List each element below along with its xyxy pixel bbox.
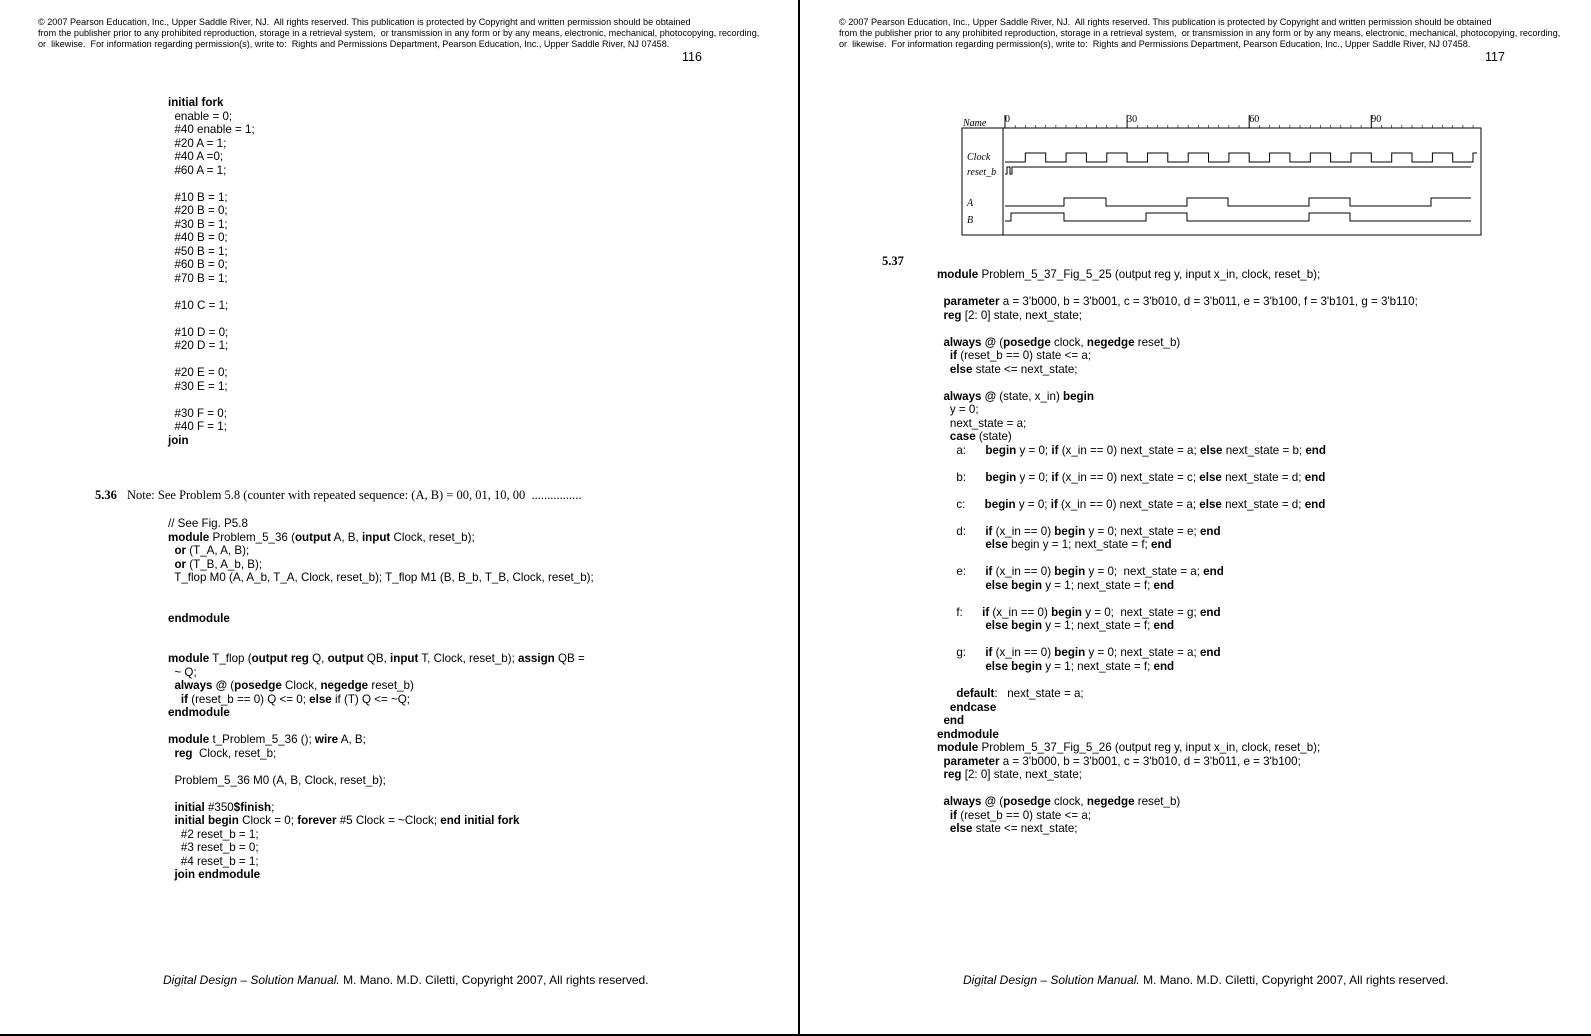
- timing-name-header: Name: [963, 118, 987, 129]
- page-number: 117: [1485, 50, 1505, 64]
- time-tick-label: 60: [1249, 114, 1260, 125]
- timing-time-axis: [1005, 114, 1381, 128]
- code-initial-fork: initial fork enable = 0; #40 enable = 1; #20 A = 1; #40 A =0; #60 A = 1; #10 B = 1; #20 B = 0; #30 B = 1; #40 B = 0; #50 B = 1; #60 B = 0; #70 B = 1; #10 C = 1; #10 D = 0; #20 D = 1; #20 E = 0; #30 E = 1; #30 F = 0; #40 F = 1; join: [168, 96, 255, 447]
- code-problem-5-37: module Problem_5_37_Fig_5_25 (output reg y, input x_in, clock, reset_b); parameter a = 3'b000, b = 3'b001, c = 3'b010, d = 3'b011, e = 3'b100, f = 3'b101, g = 3'b110; reg [2: 0] state, next_state; always @ (posedge clock, negedge reset_b) if (reset_b == 0) state <= a; else state <= next_state; always @ (state, x_in) begin y = 0; next_state = a; case (state) a: begin y = 0; if (x_in == 0) next_state = a; else next_state = b; end b: begin y = 0; if (x_in == 0) next_state = c; else next_state = d; end c: begin y = 0; if (x_in == 0) next_state = a; else next_state = d; end d: if (x_in == 0) begin y = 0; next_state = e; end else begin y = 1; next_state = f; end e: if (x_in == 0) begin y = 0; next_state = a; end else begin y = 1; next_state = f; end f: if (x_in == 0) begin y = 0; next_state = g; end else begin y = 1; next_state = f; end g: if (x_in == 0) begin y = 0; next_state = a; end else begin y = 1; next_state = f; end default: next_state = a; endcase end endmodule module Problem_5_37_Fig_5_26 (output reg y, input x_in, clock, reset_b); parameter a = 3'b000, b = 3'b001, c = 3'b010, d = 3'b011, e = 3'b100; reg [2: 0] state, next_state; always @ (posedge clock, negedge reset_b) if (reset_b == 0) state <= a; else state <= next_state;: [937, 268, 1418, 836]
- page-number: 116: [682, 50, 702, 64]
- page-footer: [963, 973, 1449, 987]
- waveform-b: [1005, 213, 1471, 221]
- waveform-frame: [962, 128, 1481, 235]
- waveform-a: [1005, 198, 1471, 206]
- footer-book-title: Digital Design – Solution Manual.: [963, 973, 1140, 987]
- footer-credit: M. Mano. M.D. Ciletti, Copyright 2007, All rights reserved.: [1139, 973, 1449, 987]
- timing-diagram: [960, 112, 1485, 240]
- code-problem-5-36: // See Fig. P5.8 module Problem_5_36 (output A, B, input Clock, reset_b); or (T_A, A, B); or (T_B, A_b, B); T_flop M0 (A, A_b, T_A, Clock, reset_b); T_flop M1 (B, B_b, T_B, Clock, reset_b); endmodule module T_flop (output reg Q, output QB, input T, Clock, reset_b); assign QB = ~ Q; always @ (posedge Clock, negedge reset_b) if (reset_b == 0) Q <= 0; else if (T) Q <= ~Q; endmodule module t_Problem_5_36 (); wire A, B; reg Clock, reset_b; Problem_5_36 M0 (A, B, Clock, reset_b); initial #350$finish; initial begin Clock = 0; forever #5 Clock = ~Clock; end initial fork #2 reset_b = 1; #3 reset_b = 0; #4 reset_b = 1; join endmodule: [168, 517, 594, 882]
- time-tick-label: 90: [1371, 114, 1382, 125]
- section-5-36-note: Note: See Problem 5.8 (counter with repeated sequence: (A, B) = 00, 01, 10, 00 ................: [127, 488, 582, 502]
- time-tick-label: 30: [1127, 114, 1138, 125]
- waveform-clock: [1005, 153, 1477, 162]
- signal-label-a: A: [967, 198, 974, 209]
- footer-book-title: Digital Design – Solution Manual.: [163, 973, 340, 987]
- page-footer: [163, 973, 649, 987]
- section-number-5-36: 5.36: [95, 488, 117, 502]
- footer-credit: M. Mano. M.D. Ciletti, Copyright 2007, All rights reserved.: [339, 973, 649, 987]
- page-117: [800, 0, 1591, 1034]
- waveform-reset-b: [1005, 167, 1471, 174]
- section-number-5-37: 5.37: [882, 254, 904, 268]
- time-tick-label: 0: [1005, 114, 1010, 125]
- copyright-notice: © 2007 Pearson Education, Inc., Upper Saddle River, NJ. All rights reserved. This publication is protected by Copyright and written permission should be obtained from the publisher prior to any prohibited reproduction, storage in a retrieval system, or transmission in any form or by any means, electronic, mechanical, photocopying, recording, or likewise. For information regarding permission(s), write to: Rights and Permissions Department, Pearson Education, Inc., Upper Saddle River, NJ 07458.: [839, 17, 1561, 50]
- signal-label-b: B: [967, 215, 974, 226]
- copyright-notice: © 2007 Pearson Education, Inc., Upper Saddle River, NJ. All rights reserved. This publication is protected by Copyright and written permission should be obtained from the publisher prior to any prohibited reproduction, storage in a retrieval system, or transmission in any form or by any means, electronic, mechanical, photocopying, recording, or likewise. For information regarding permission(s), write to: Rights and Permissions Department, Pearson Education, Inc., Upper Saddle River, NJ 07458.: [38, 17, 760, 50]
- signal-label-reset-b: reset_b: [967, 167, 997, 178]
- signal-label-clock: Clock: [967, 152, 991, 163]
